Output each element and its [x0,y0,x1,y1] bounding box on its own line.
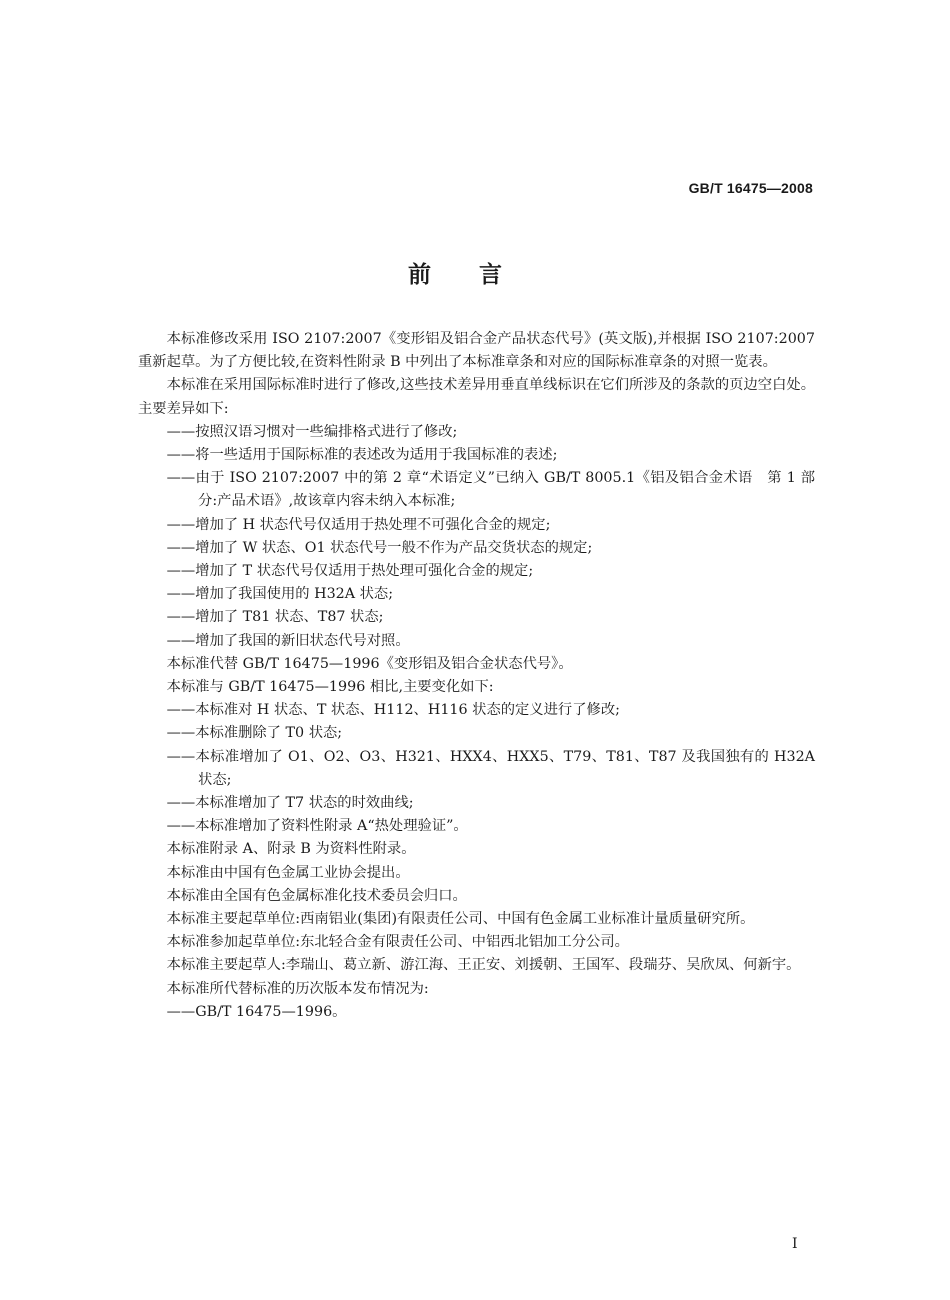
list-item: ——本标准增加了 T7 状态的时效曲线; [166,795,414,812]
list-item: ——增加了 W 状态、O1 状态代号一般不作为产品交货状态的规定; [166,539,593,556]
paragraph: 本标准所代替标准的历次版本发布情况为: [166,980,429,997]
list-item: ——增加了我国使用的 H32A 状态; [166,586,394,603]
standard-code: GB/T 16475—2008 [688,180,813,196]
list-item: ——增加了我国的新旧状态代号对照。 [166,632,410,649]
list-item: ——将一些适用于国际标准的表述改为适用于我国标准的表述; [166,447,558,464]
paragraph: 本标准代替 GB/T 16475—1996《变形铝及铝合金状态代号》。 [166,655,573,672]
paragraph: 本标准由中国有色金属工业协会提出。 [166,864,410,881]
foreword-body [138,328,815,1024]
paragraph: 本标准参加起草单位:东北轻合金有限责任公司、中铝西北铝加工分公司。 [166,934,629,951]
list-item: ——增加了 T81 状态、T87 状态; [166,609,384,626]
paragraph: 本标准附录 A、附录 B 为资料性附录。 [166,841,416,858]
list-item: ——本标准删除了 T0 状态; [166,725,343,742]
paragraph: 本标准修改采用 ISO 2107:2007《变形铝及铝合金产品状态代号》(英文版),并根据 ISO 2107:2007 重新起草。为了方便比较,在资料性附录 B 中列出了本标准章条和对应的国际标准章条的对照一览表。 [138,331,815,371]
paragraph: 本标准主要起草单位:西南铝业(集团)有限责任公司、中国有色金属工业标准计量质量研究所。 [166,911,755,928]
list-item: ——按照汉语习惯对一些编排格式进行了修改; [166,423,458,440]
list-item: ——本标准增加了 O1、O2、O3、H321、HXX4、HXX5、T79、T81、T87 及我国独有的 H32A 状态; [166,748,815,788]
paragraph: 本标准由全国有色金属标准化技术委员会归口。 [166,887,467,904]
list-item: ——增加了 H 状态代号仅适用于热处理不可强化合金的规定; [166,516,551,533]
paragraph: 本标准在采用国际标准时进行了修改,这些技术差异用垂直单线标识在它们所涉及的条款的页边空白处。主要差异如下: [138,377,815,417]
list-item: ——GB/T 16475—1996。 [166,1003,347,1020]
page-title: 前言 [408,261,550,288]
list-item: ——增加了 T 状态代号仅适用于热处理可强化合金的规定; [166,563,534,580]
paragraph: 本标准与 GB/T 16475—1996 相比,主要变化如下: [166,679,494,696]
page-number: I [792,1236,798,1252]
list-item: ——本标准增加了资料性附录 A“热处理验证”。 [166,818,468,835]
paragraph: 本标准主要起草人:李瑞山、葛立新、游江海、王正安、刘援朝、王国军、段瑞芬、吴欣凤、何新宇。 [166,957,801,974]
list-item: ——由于 ISO 2107:2007 中的第 2 章“术语定义”已纳入 GB/T 8005.1《铝及铝合金术语 第 1 部分:产品术语》,故该章内容未纳入本标准; [166,470,815,510]
list-item: ——本标准对 H 状态、T 状态、H112、H116 状态的定义进行了修改; [166,702,620,719]
